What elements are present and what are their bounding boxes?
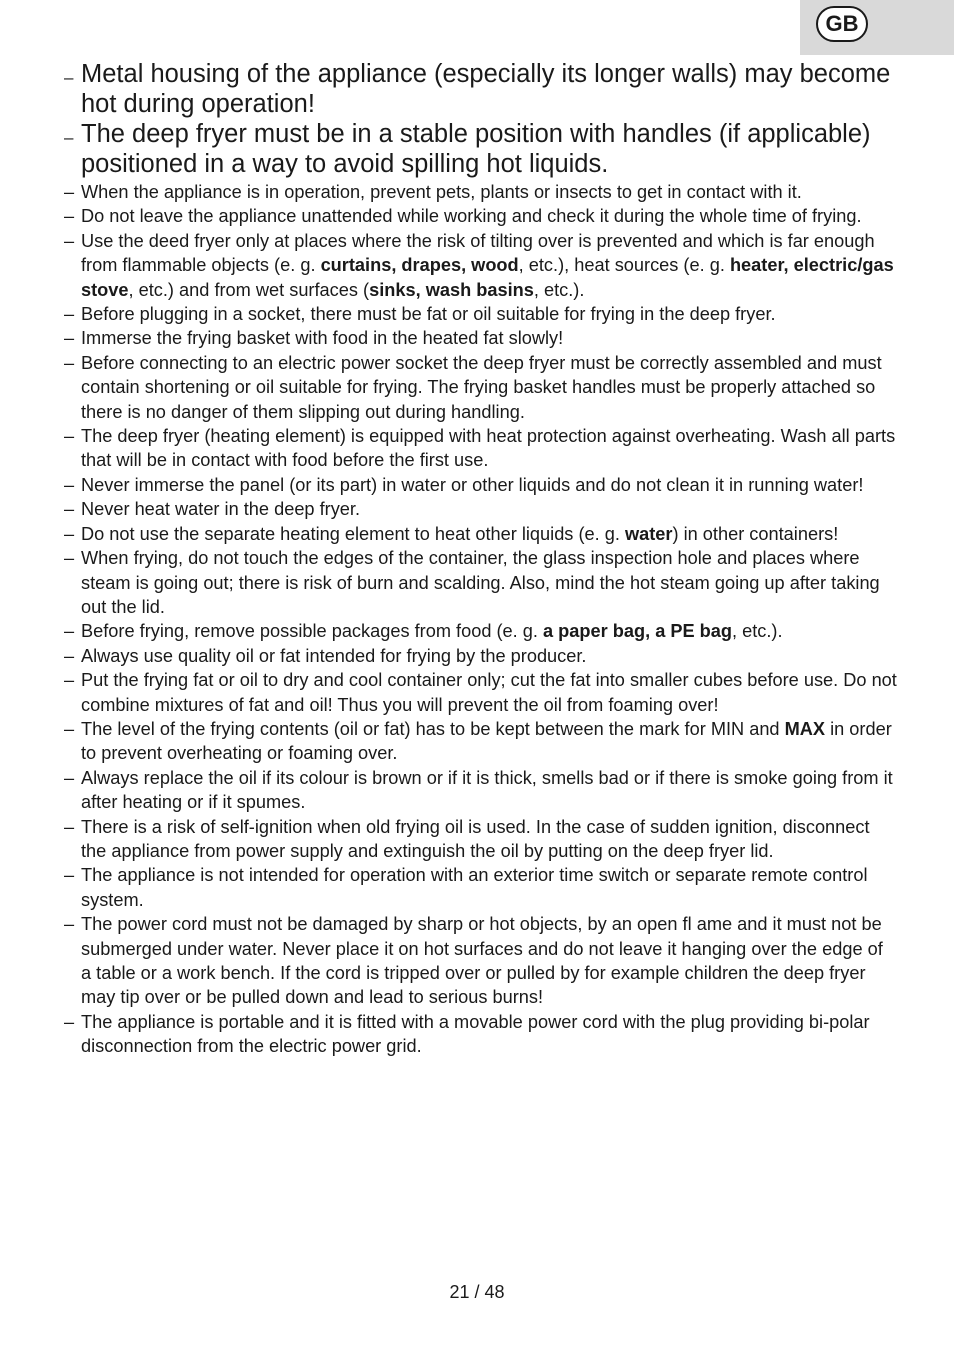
list-item — [62, 522, 897, 546]
instruction-list — [62, 60, 897, 1059]
language-badge: GB — [816, 6, 868, 42]
list-item — [62, 120, 897, 180]
emphasized-text: water — [624, 523, 673, 544]
list-item — [62, 546, 897, 619]
item-text: The appliance is not intended for operation with an exterior time switch or separate remote control system. — [81, 865, 868, 910]
list-item — [62, 473, 897, 497]
list-item — [62, 326, 897, 350]
emphasized-text: MAX — [784, 718, 826, 739]
list-item — [62, 619, 897, 643]
emphasized-text: curtains, drapes, wood — [320, 255, 519, 276]
item-text: Put the frying fat or oil to dry and cool container only; cut the fat into smaller cubes before use. Do not combine mixtures of fat and oil! Thus you will prevent the oil from foaming over! — [81, 670, 897, 715]
list-item — [62, 717, 897, 766]
item-text: in order to prevent overheating or foaming over. — [81, 718, 892, 764]
item-text: , etc.). — [533, 279, 585, 300]
list-item — [62, 302, 897, 326]
item-text: The power cord must not be damaged by sharp or hot objects, by an open fl ame and it must not be submerged under water. Never place it on hot surfaces and do not leave it hanging over the edge of a table or a work bench. If the cord is tripped over or pulled by for example children the deep fryer may tip over or be pulled down and lead to serious burns! — [81, 914, 883, 1008]
list-item — [62, 229, 897, 302]
item-text: , etc.) and from wet surfaces ( — [128, 279, 370, 300]
item-text: Immerse the frying basket with food in the heated fat slowly! — [81, 328, 564, 349]
item-text: ) in other containers! — [672, 523, 839, 544]
emphasized-text: sinks, wash basins — [369, 279, 534, 300]
language-tab — [800, 0, 954, 55]
list-item — [62, 863, 897, 912]
list-item — [62, 497, 897, 521]
list-item — [62, 351, 897, 424]
list-item — [62, 766, 897, 815]
emphasized-text: heater, electric/gas stove — [81, 255, 894, 300]
item-text: The deep fryer (heating element) is equipped with heat protection against overheating. Wash all parts that will be in contact with food before the first use. — [81, 426, 896, 471]
list-item — [62, 668, 897, 717]
list-item — [62, 204, 897, 228]
item-text: Before connecting to an electric power socket the deep fryer must be correctly assembled and must contain shortening or oil suitable for frying. The frying basket handles must be properly attached so there is no danger of them slipping out during handling. — [81, 352, 882, 422]
list-item — [62, 644, 897, 668]
item-text: Never immerse the panel (or its part) in water or other liquids and do not clean it in running water! — [81, 474, 864, 495]
item-text: Use the deed fryer only at places where the risk of tilting over is prevented and which is far enough from flammable objects (e. g. — [81, 230, 875, 276]
safety-instructions — [62, 60, 897, 1059]
list-item — [62, 180, 897, 204]
item-text: , etc.), heat sources (e. g. — [518, 255, 730, 276]
item-text: When frying, do not touch the edges of the container, the glass inspection hole and places where steam is going out; there is risk of burn and scalding. Also, mind the hot steam going up after taking out the lid. — [81, 548, 880, 617]
page-number: 21 / 48 — [449, 1282, 505, 1302]
item-text: The level of the frying contents (oil or fat) has to be kept between the mark for MIN and — [81, 718, 785, 739]
item-text: There is a risk of self-ignition when old frying oil is used. In the case of sudden ignition, disconnect the appliance from power supply and extinguish the oil by putting on the deep fryer lid. — [81, 816, 870, 861]
item-text: Do not leave the appliance unattended while working and check it during the whole time of frying. — [81, 206, 862, 227]
list-item — [62, 60, 897, 120]
list-item — [62, 424, 897, 473]
list-item — [62, 815, 897, 864]
item-text: When the appliance is in operation, prevent pets, plants or insects to get in contact with it. — [81, 182, 802, 202]
item-text: Metal housing of the appliance (especially its longer walls) may become hot during operation! — [81, 60, 891, 118]
item-text: , etc.). — [732, 621, 783, 642]
item-text: Never heat water in the deep fryer. — [81, 499, 361, 520]
list-item — [62, 1010, 897, 1059]
item-text: The appliance is portable and it is fitted with a movable power cord with the plug providing bi-polar disconnection from the electric power grid. — [81, 1011, 870, 1057]
emphasized-text: a paper bag, a PE bag — [543, 621, 733, 642]
list-item — [62, 912, 897, 1010]
item-text: Always replace the oil if its colour is brown or if it is thick, smells bad or if there is smoke going from it after heating or if it spumes. — [81, 767, 893, 813]
item-text: Always use quality oil or fat intended for frying by the producer. — [81, 645, 587, 666]
item-text: The deep fryer must be in a stable position with handles (if applicable) positioned in a way to avoid spilling hot liquids. — [81, 120, 871, 178]
item-text: Before plugging in a socket, there must be fat or oil suitable for frying in the deep fryer. — [81, 304, 776, 325]
item-text: Before frying, remove possible packages from food (e. g. — [81, 621, 543, 642]
item-text: Do not use the separate heating element to heat other liquids (e. g. — [81, 523, 625, 544]
